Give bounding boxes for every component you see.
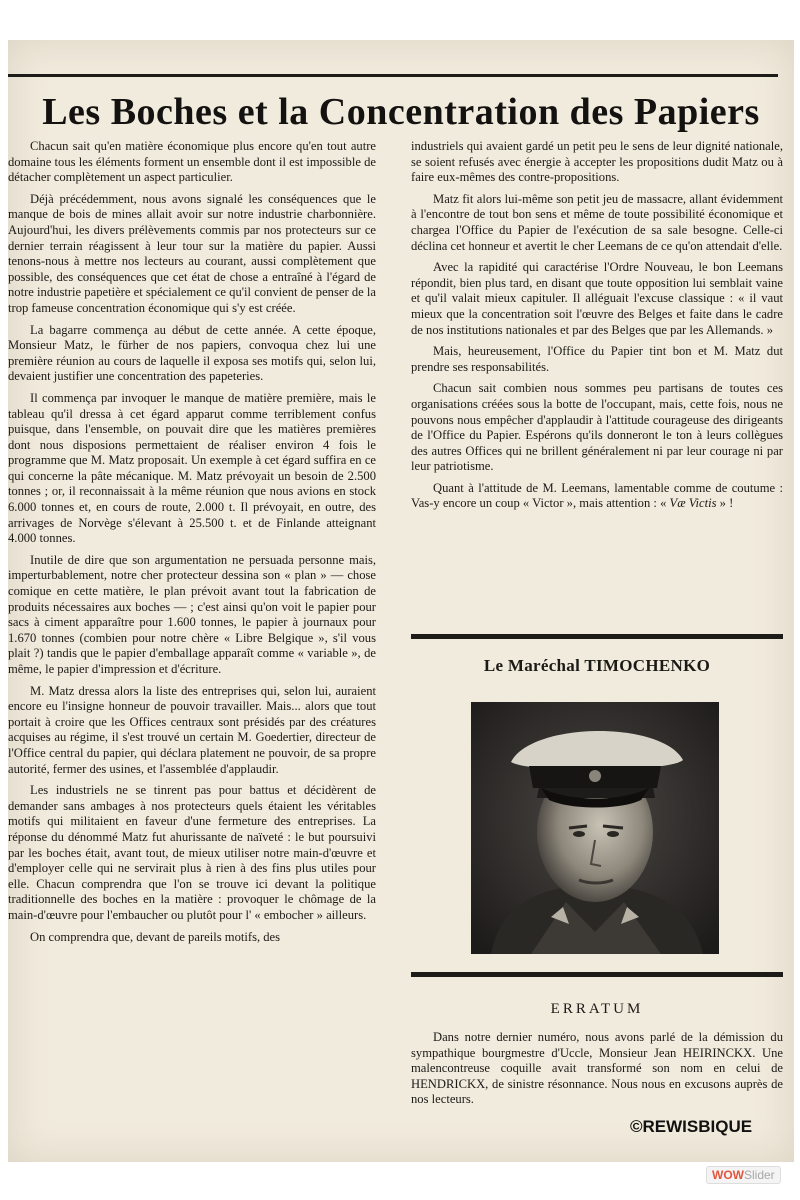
top-rule [8, 74, 778, 77]
portrait-caption: Le Maréchal TIMOCHENKO [483, 656, 711, 675]
copyright-watermark: ©REWISBIQUE [630, 1117, 753, 1136]
paragraph: M. Matz dressa alors la liste des entreprises qui, selon lui, auraient encore eu l'insigne honneur de pouvoir travailler. Mais... alors que tout portait à croire que les Offices centraux sont présidés par des créatures acquises au régime, il s'est trouvé un certain M. Goedertier, directeur de l'Office central du papier, qui déclara platement ne pouvoir, de sa propre autorité, fermer des usines, et l'assemblée d'applaudir. [8, 683, 376, 776]
latin-phrase: Væ Victis [669, 496, 717, 511]
badge-part-slider: Slider [744, 1168, 775, 1182]
section-divider [411, 634, 783, 639]
wowslider-badge[interactable] [706, 1166, 781, 1184]
paragraph: On comprendra que, devant de pareils motifs, des [30, 929, 281, 944]
closing-text: Quant à l'attitude de M. Leemans, lamentable comme de coutume : Vas-y encore un coup « Victor », mais attention : « [411, 480, 783, 511]
paragraph: Inutile de dire que son argumentation ne persuada personne mais, imperturbablement, notre cher protecteur dessina son « plan » — chose comique en cette matière, le plan prévoit avant tout la fabrication de produits nécessaires aux boches — ; c'est ainsi qu'on voit le papier pour sacs à ciment apparaître pour 1.600 tonnes, le papier à journaux pour 1.670 tonnes (combien pour notre chère « Libre Belgique », s'il vous plait ?) tandis que le papier d'emballage apparaît comme « variable », de même, le papier d'impression et d'écriture. [8, 552, 376, 676]
paragraph: Les industriels ne se tinrent pas pour battus et décidèrent de demander sans ambages à nos protecteurs quels étaient les véritables motifs qui militaient en faveur d'une fermeture des entreprises. La réponse du dénommé Matz fut ahurissante de naïveté : le but poursuivi par les boches était, avant tout, de mieux utiliser notre main-d'œuvre et d'employer celle qui ne servirait plus à rien à des fins plus utiles pour elle. Chacun comprendra que l'on se trouve ici devant la politique traditionnelle des boches en la matière : provoquer le chômage de la main-d'œuvre pour l'embaucher ou plutôt pour l' « embocher » ailleurs. [8, 783, 376, 922]
badge-part-wow: WOW [712, 1168, 744, 1182]
paragraph: Chacun sait qu'en matière économique plus encore qu'en tout autre domaine tous les éléments forment un ensemble dont il est impossible de détacher complètement un aspect particulier. [8, 139, 376, 185]
left-column [8, 139, 376, 951]
newspaper-page [8, 40, 794, 1162]
erratum-heading: ERRATUM [550, 1001, 644, 1017]
right-column [411, 139, 783, 518]
paragraph: Mais, heureusement, l'Office du Papier tint bon et M. Matz dut prendre ses responsabilités. [411, 344, 783, 374]
paragraph: Il commença par invoquer le manque de matière première, mais le tableau qu'il dressa à cet égard apparut comme terriblement confus puisque, dans l'ensemble, on pouvait dire que les matières premières dont nous disposions permettaient de réaliser environ 4 fois le programme que M. Matz proposait. Un exemple à cet égard suffira en ce qui concerne la pâte mécanique. M. Matz prévoyait un besoin de 2.500 tonnes ; or, il reconnaissait à la même réunion que nous avions en stock 6.000 tonnes et, en cours de route, 2.000 t. Il prévoyait, en outre, des arrivages de Norvège s'élevant à 25.500 t. et de Finlande atteignant 4.000 tonnes. [8, 390, 376, 546]
paragraph: Déjà précédemment, nous avons signalé les conséquences que le manque de bois de mines allait avoir sur notre industrie charbonnière. Aujourd'hui, les divers prélèvements commis par nos protecteurs sur ce dernier terrain réagissent à leur tour sur la matière du papier. Aussi tenons-nous à mettre nos lecteurs au courant, aussi complètement que possible, des conséquences que cet état de chose a entraîné à l'égard de notre industrie papetière et spécialement ce qu'il convient de penser de la trop fameuse concentration économique qui s'y est créée. [8, 191, 376, 315]
closing-paragraph [411, 481, 783, 512]
paragraph: Chacun sait combien nous sommes peu partisans de toutes ces organisations créées sous la botte de l'occupant, mais, cette fois, nous ne pouvons nous empêcher d'applaudir à l'attitude courageuse des dirigeants de l'Office du Papier. Espérons qu'ils donneront le ton à leurs collègues des autres Offices qui ne brillent généralement ni par leur courage ni par leur patriotisme. [411, 381, 783, 474]
paragraph: La bagarre commença au début de cette année. A cette époque, Monsieur Matz, le fürher de nos papiers, convoqua chez lui une première réunion au cours de laquelle il exposa ses motifs qui, selon lui, devaient justifier une concentration des papeteries. [8, 322, 376, 384]
portrait-photo [471, 702, 719, 954]
paragraph: Avec la rapidité qui caractérise l'Ordre Nouveau, le bon Leemans répondit, bien plus tard, en disant que toute opposition lui semblait vaine et qu'il valait mieux capituler. Il alléguait l'excuse classique : « il vaut mieux que la concentration soit l'œuvre des Belges et faite dans le cadre de nos institutions nationales et par des Belges que par les Allemands. » [411, 260, 783, 337]
paragraph: industriels qui avaient gardé un petit peu le sens de leur dignité nationale, se soient refusés avec énergie à accepter les propositions dudit Matz ou à faire eux-mêmes des contre-propositions. [411, 139, 783, 185]
article-headline: Les Boches et la Concentration des Papiers [42, 91, 760, 133]
closing-tail: » ! [716, 496, 734, 511]
erratum-text: Dans notre dernier numéro, nous avons parlé de la démission du sympathique bourgmestre d'Uccle, Monsieur Jean HEIRINCKX. Une malencontreuse coquille avait transformé son nom en celui de HENDRICKX, de sinistre résonnance. Nous nous en excusons auprès de nos lecteurs. [411, 1030, 783, 1107]
paragraph: Matz fit alors lui-même son petit jeu de massacre, allant évidemment à l'encontre de tout bon sens et même de toute possibilité économique et chargea l'Office du Papier de l'exécution de sa sale besogne. Celle-ci déclina cet honneur et avertit le cher Leemans de ce qu'on attendait d'elle. [411, 191, 783, 253]
section-divider [411, 972, 783, 977]
